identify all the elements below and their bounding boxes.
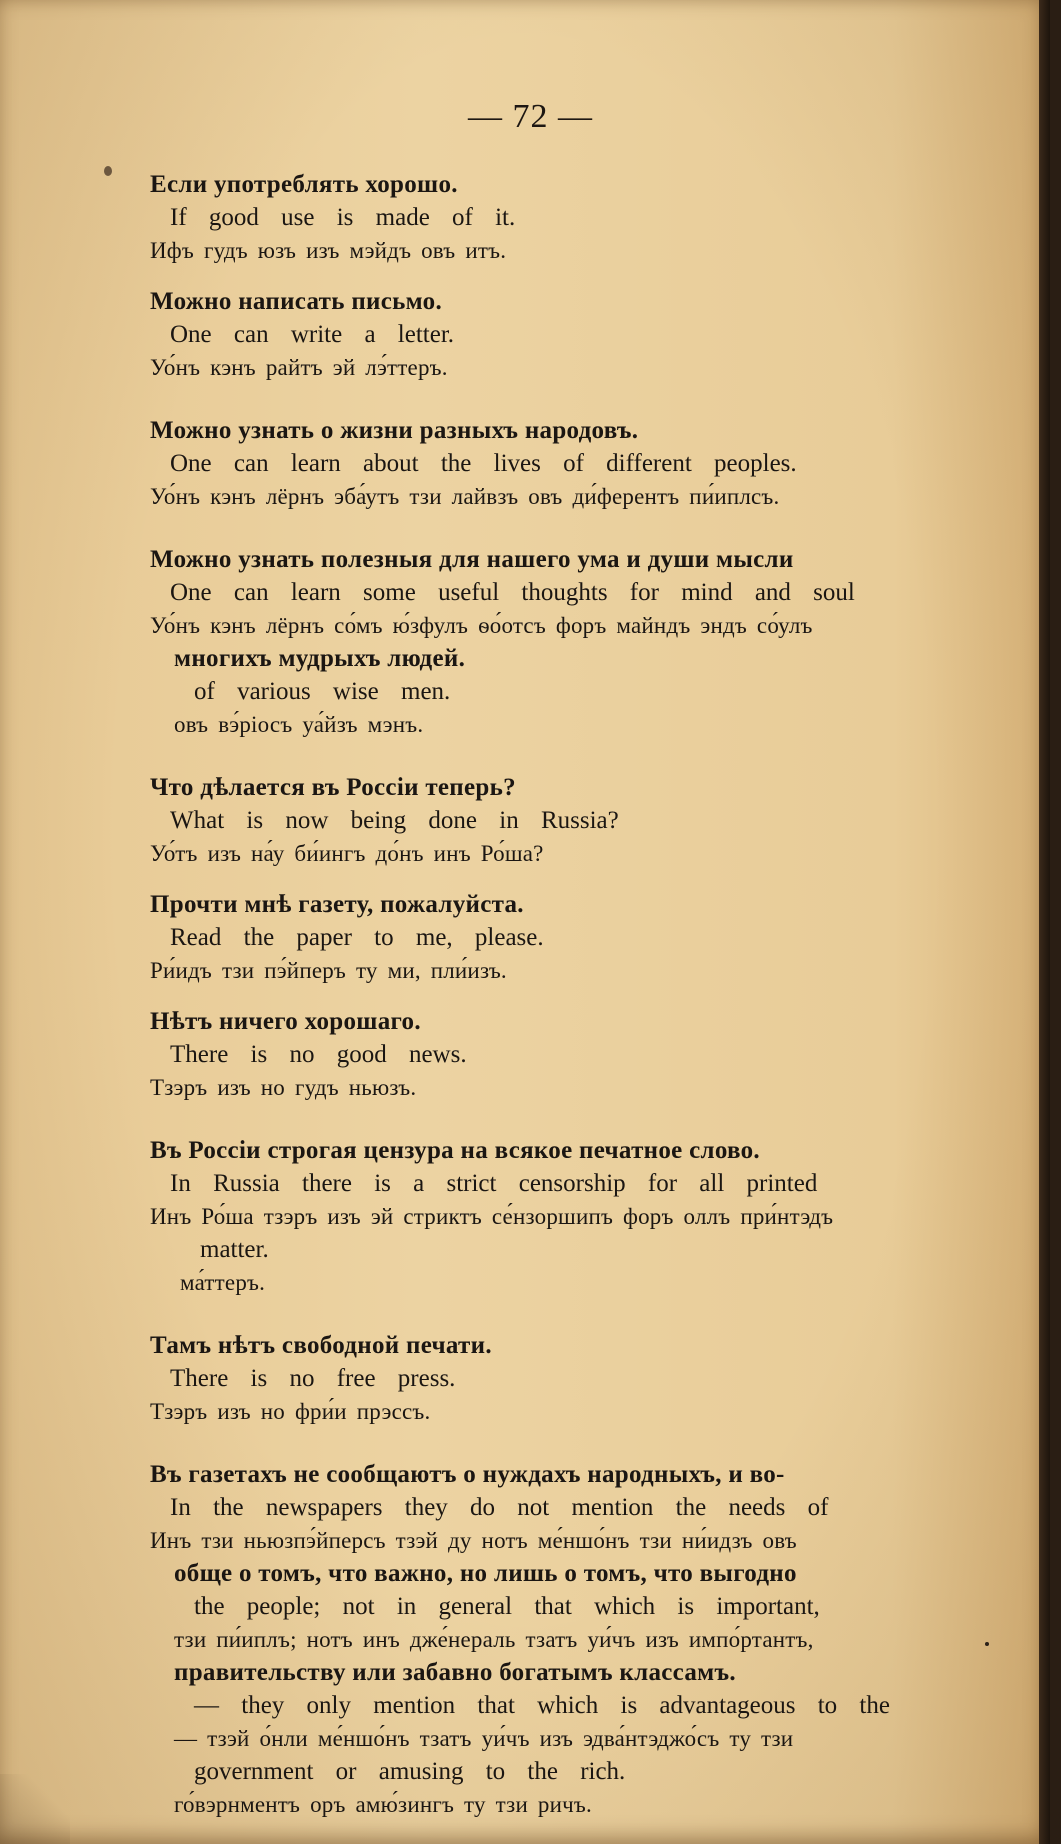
- english-translation: What is now being done in Russia?: [170, 807, 619, 834]
- phrase-entry: [150, 888, 1030, 987]
- pronunciation-continued: — тзэй о́нли ме́ншо́нъ тзатъ уи́чъ изъ эдва́нтэджо́съ ту тзи: [174, 1726, 794, 1751]
- russian-phrase-continued: правительству или забавно богатымъ классамъ.: [174, 1659, 736, 1686]
- pronunciation: Уо́нъ кэнъ лёрнъ со́мъ ю́зфулъ ѳо́отсъ форъ майндъ эндъ со́улъ: [150, 613, 813, 638]
- russian-phrase: Нѣтъ ничего хорошаго.: [150, 1008, 421, 1035]
- english-translation: If good use is made of it.: [170, 204, 516, 231]
- english-translation-continued: matter.: [200, 1236, 269, 1263]
- pronunciation: Инъ Ро́ша тзэръ изъ эй стриктъ се́нзоршипъ форъ оллъ при́нтэдъ: [150, 1204, 834, 1229]
- english-translation: There is no free press.: [170, 1365, 456, 1392]
- english-translation-continued: — they only mention that which is advantageous to the: [194, 1692, 890, 1719]
- phrase-entry: [150, 1005, 1030, 1104]
- russian-phrase-continued: обще о томъ, что важно, но лишь о томъ, что выгодно: [174, 1560, 797, 1587]
- pronunciation-continued: го́вэрнментъ оръ амю́зингъ ту тзи ричъ.: [174, 1792, 592, 1817]
- russian-phrase: Прочти мнѣ газету, пожалуйста.: [150, 891, 524, 918]
- pronunciation: Инъ тзи ньюзпэ́йперсъ тзэй ду нотъ ме́ншо́нъ тзи ни́идзъ овъ: [150, 1528, 797, 1553]
- russian-phrase: Въ Россіи строгая цензура на всякое печатное слово.: [150, 1137, 760, 1164]
- page-edge: [1039, 0, 1050, 1844]
- russian-phrase: Что дѣлается въ Россіи теперь?: [150, 774, 516, 801]
- russian-phrase: Тамъ нѣтъ свободной печати.: [150, 1332, 492, 1359]
- page-stain: [0, 1774, 70, 1844]
- english-translation: Read the paper to me, please.: [170, 924, 544, 951]
- phrase-entry: [150, 1134, 1030, 1299]
- ink-mark: [104, 166, 112, 176]
- russian-phrase: Можно узнать о жизни разныхъ народовъ.: [150, 417, 639, 444]
- phrase-entry: [150, 1458, 1030, 1821]
- pronunciation: Уо́нъ кэнъ райтъ эй лэ́ттеръ.: [150, 355, 448, 380]
- russian-phrase: Въ газетахъ не сообщаютъ о нуждахъ народныхъ, и во-: [150, 1461, 785, 1488]
- phrase-entry: [150, 771, 1030, 870]
- phrase-entry: [150, 285, 1030, 384]
- pronunciation: Уо́нъ кэнъ лёрнъ эба́утъ тзи лайвзъ овъ ди́ферентъ пи́иплсъ.: [150, 484, 780, 509]
- english-translation: One can learn about the lives of different peoples.: [170, 450, 797, 477]
- english-translation: One can learn some useful thoughts for mind and soul: [170, 579, 855, 606]
- pronunciation: Тзэръ изъ но гудъ ньюзъ.: [150, 1075, 417, 1100]
- english-translation: There is no good news.: [170, 1041, 467, 1068]
- english-translation-continued: government or amusing to the rich.: [194, 1758, 626, 1785]
- english-translation-continued: of various wise men.: [194, 678, 451, 705]
- russian-phrase: Если употреблять хорошо.: [150, 171, 458, 198]
- pronunciation: Ри́идъ тзи пэ́йперъ ту ми, пли́изъ.: [150, 958, 507, 983]
- english-translation-continued: the people; not in general that which is important,: [194, 1593, 820, 1620]
- phrasebook-content: [150, 168, 1030, 1821]
- pronunciation: Тзэръ изъ но фри́и прэссъ.: [150, 1399, 431, 1424]
- pronunciation: Уо́тъ изъ на́у би́ингъ до́нъ инъ Ро́ша?: [150, 841, 544, 866]
- phrase-entry: [150, 1329, 1030, 1428]
- page-number: — 72 —: [468, 98, 593, 135]
- english-translation: In the newspapers they do not mention the needs of: [170, 1494, 829, 1521]
- pronunciation-continued: овъ вэ́ріосъ уа́йзъ мэнъ.: [174, 712, 424, 737]
- pronunciation: Ифъ гудъ юзъ изъ мэйдъ овъ итъ.: [150, 238, 507, 263]
- phrase-entry: [150, 168, 1030, 267]
- phrase-entry: [150, 543, 1030, 741]
- phrase-entry: [150, 414, 1030, 513]
- russian-phrase: Можно написать письмо.: [150, 288, 442, 315]
- pronunciation-continued: тзи пи́иплъ; нотъ инъ дже́нераль тзатъ уи́чъ изъ импо́ртантъ,: [174, 1627, 814, 1652]
- pronunciation-continued: ма́ттеръ.: [180, 1270, 266, 1295]
- russian-phrase-continued: многихъ мудрыхъ людей.: [174, 645, 466, 672]
- english-translation: In Russia there is a strict censorship for all printed: [170, 1170, 818, 1197]
- english-translation: One can write a letter.: [170, 321, 455, 348]
- russian-phrase: Можно узнать полезныя для нашего ума и души мысли: [150, 546, 794, 573]
